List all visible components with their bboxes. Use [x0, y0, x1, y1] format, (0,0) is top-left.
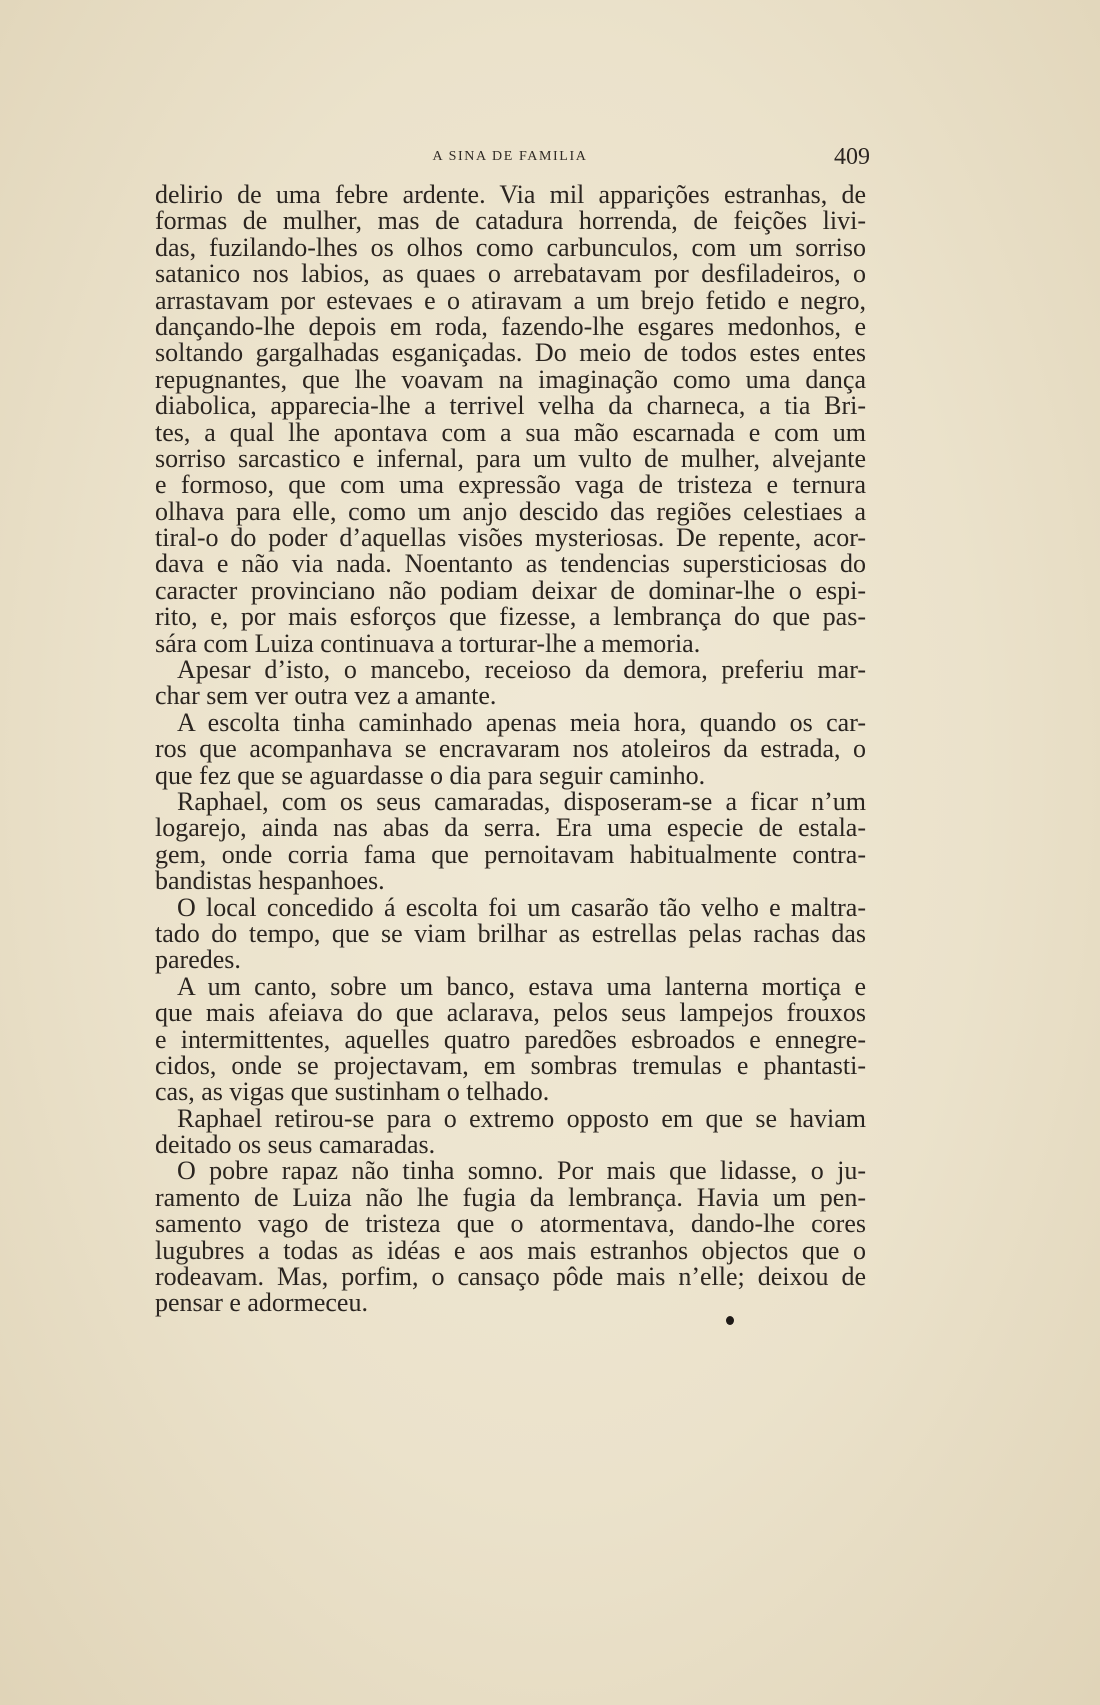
text-line: das, fuzilando-lhes os olhos como carbunculos, com um sorriso: [155, 232, 866, 262]
text-line: dançando-lhe depois em roda, fazendo-lhe esgares medonhos, e: [155, 311, 866, 341]
text-line: A escolta tinha caminhado apenas meia hora, quando os car-: [177, 707, 866, 737]
text-line: bandistas hespanhoes.: [155, 866, 385, 896]
text-line: diabolica, apparecia-lhe a terrivel velha da charneca, a tia Bri-: [155, 391, 866, 421]
paragraph-7: [155, 1103, 866, 1160]
text-line: repugnantes, que lhe voavam na imaginação como uma dança: [155, 364, 866, 394]
text-line: cas, as vigas que sustinham o telhado.: [155, 1077, 550, 1107]
text-line: tiral-o do poder d’aquellas visões mysteriosas. De repente, acor-: [155, 523, 866, 553]
text-line: paredes.: [155, 945, 241, 975]
paragraph-5: [155, 892, 866, 975]
text-line: logarejo, ainda nas abas da serra. Era uma especie de estala-: [155, 813, 866, 843]
running-title: A SINA DE FAMILIA: [432, 149, 588, 164]
text-body: [155, 182, 866, 1317]
text-line: gem, onde corria fama que pernoitavam habitualmente contra-: [155, 839, 866, 869]
text-line: Raphael, com os seus camaradas, disposeram-se a ficar n’um: [177, 786, 866, 816]
ink-mark: [726, 1316, 734, 1325]
page-number: 409: [834, 144, 870, 170]
paragraph-1: [155, 182, 866, 657]
text-line: tes, a qual lhe apontava com a sua mão escarnada e com um: [155, 417, 866, 447]
text-line: char sem ver outra vez a amante.: [155, 681, 497, 711]
text-line: Raphael retirou-se para o extremo opposto em que se haviam: [177, 1103, 866, 1133]
text-line: olhava para elle, como um anjo descido das regiões celestiaes a: [155, 496, 866, 526]
text-line: formas de mulher, mas de catadura horrenda, de feições livi-: [155, 206, 866, 236]
text-line: deitado os seus camaradas.: [155, 1130, 436, 1160]
paragraph-6: [155, 971, 866, 1107]
text-line: lugubres a todas as idéas e aos mais estranhos objectos que o: [155, 1235, 866, 1265]
text-line: satanico nos labios, as quaes o arrebatavam por desfiladeiros, o: [155, 259, 866, 289]
paragraph-3: [155, 707, 866, 790]
text-line: cidos, onde se projectavam, em sombras tremulas e phantasti-: [155, 1050, 866, 1080]
text-line: delirio de uma febre ardente. Via mil apparições estranhas, de: [155, 180, 866, 209]
text-line: soltando gargalhadas esganiçadas. Do meio de todos estes entes: [155, 338, 866, 368]
text-line: tado do tempo, que se viam brilhar as estrellas pelas rachas das: [155, 918, 866, 948]
text-line: que fez que se aguardasse o dia para seguir caminho.: [155, 760, 706, 790]
text-line: e formoso, que com uma expressão vaga de tristeza e ternura: [155, 470, 866, 500]
text-line: samento vago de tristeza que o atormentava, dando-lhe cores: [155, 1209, 866, 1239]
text-line: arrastavam por estevaes e o atiravam a um brejo fetido e negro,: [155, 285, 866, 315]
paragraph-8: [155, 1158, 866, 1316]
text-line: e intermittentes, aquelles quatro paredões esbroados e ennegre-: [155, 1024, 866, 1054]
text-line: pensar e adormeceu.: [155, 1288, 368, 1318]
text-line: O local concedido á escolta foi um casarão tão velho e maltra-: [177, 892, 866, 922]
paragraph-2: [155, 657, 866, 710]
paragraph-4: [155, 786, 866, 896]
text-line: O pobre rapaz não tinha somno. Por mais que lidasse, o ju-: [177, 1156, 866, 1186]
text-line: dava e não via nada. Noentanto as tendencias supersticiosas do: [155, 549, 866, 579]
text-line: sára com Luiza continuava a torturar-lhe a memoria.: [155, 628, 701, 658]
text-line: ramento de Luiza não lhe fugia da lembrança. Havia um pen-: [155, 1182, 866, 1212]
text-line: rito, e, por mais esforços que fizesse, a lembrança do que pas-: [155, 602, 866, 632]
text-line: que mais afeiava do que aclarava, pelos seus lampejos frouxos: [155, 998, 866, 1028]
text-line: sorriso sarcastico e infernal, para um vulto de mulher, alvejante: [155, 443, 866, 473]
text-line: A um canto, sobre um banco, estava uma lanterna mortiça e: [177, 971, 866, 1001]
text-line: caracter provinciano não podiam deixar de dominar-lhe o espi-: [155, 575, 866, 605]
text-line: ros que acompanhava se encravaram nos atoleiros da estrada, o: [155, 734, 866, 764]
text-line: rodeavam. Mas, porfim, o cansaço pôde mais n’elle; deixou de: [155, 1262, 866, 1292]
text-line: Apesar d’isto, o mancebo, receioso da demora, preferiu mar-: [177, 655, 866, 685]
